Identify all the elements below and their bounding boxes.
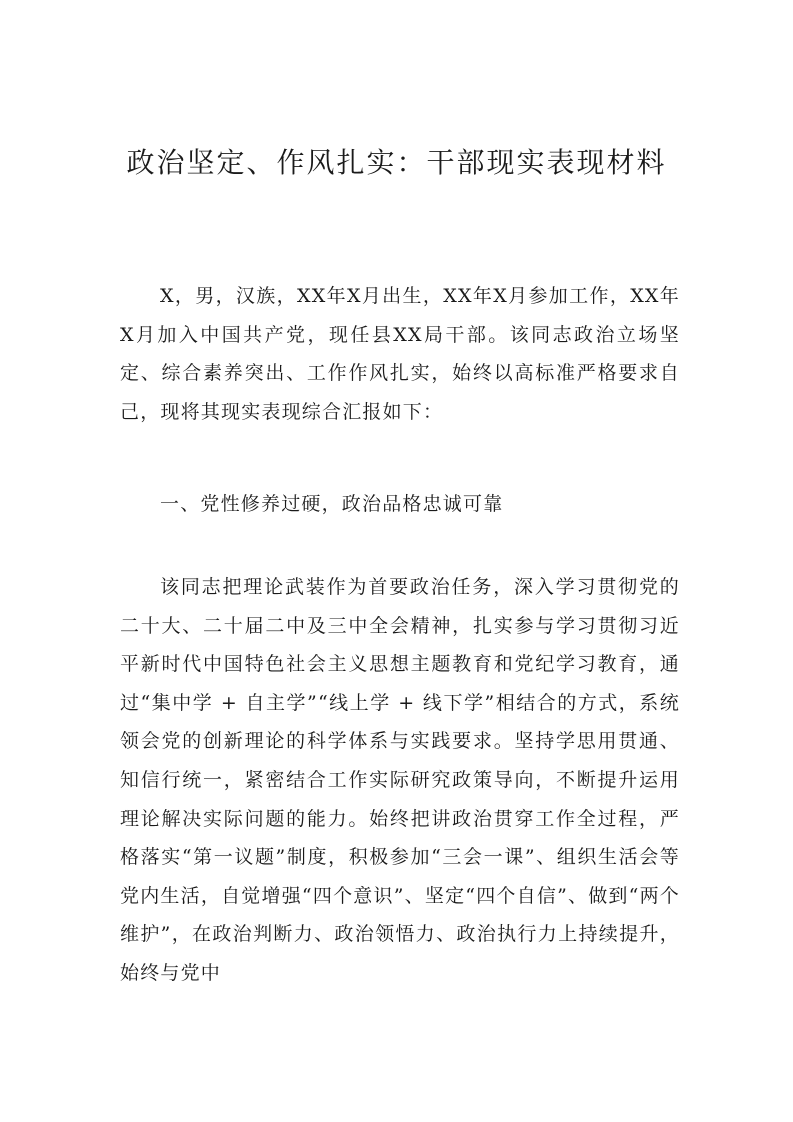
section-heading: 一、党性修养过硬，政治品格忠诚可靠 <box>160 493 504 515</box>
intro-paragraph: X，男，汉族，XX年X月出生，XX年X月参加工作，XX年X月加入中国共产党，现任县XX局干部。该同志政治立场坚定、综合素养突出、工作作风扎实，始终以高标准严格要求自己，现将其现实表现综合汇报如下： <box>120 285 680 423</box>
document-title: 政治坚定、作风扎实：干部现实表现材料 <box>126 145 667 179</box>
section-paragraph: 该同志把理论武装作为首要政治任务，深入学习贯彻党的二十大、二十届二中及三中全会精神，扎实参与学习贯彻习近平新时代中国特色社会主义思想主题教育和党纪学习教育，通过“集中学 + 自主学”“线上学 + 线下学”相结合的方式，系统领会党的创新理论的科学体系与实践要求。坚持学思用贯通、知信行统一，紧密结合工作实际研究政策导向，不断提升运用理论解决实际问题的能力。始终把讲政治贯穿工作全过程，严格落实“第一议题”制度，积极参加“三会一课”、组织生活会等党内生活，自觉增强“四个意识”、坚定“四个自信”、做到“两个维护”，在政治判断力、政治领悟力、政治执行力上持续提升，始终与党中 <box>120 576 680 984</box>
